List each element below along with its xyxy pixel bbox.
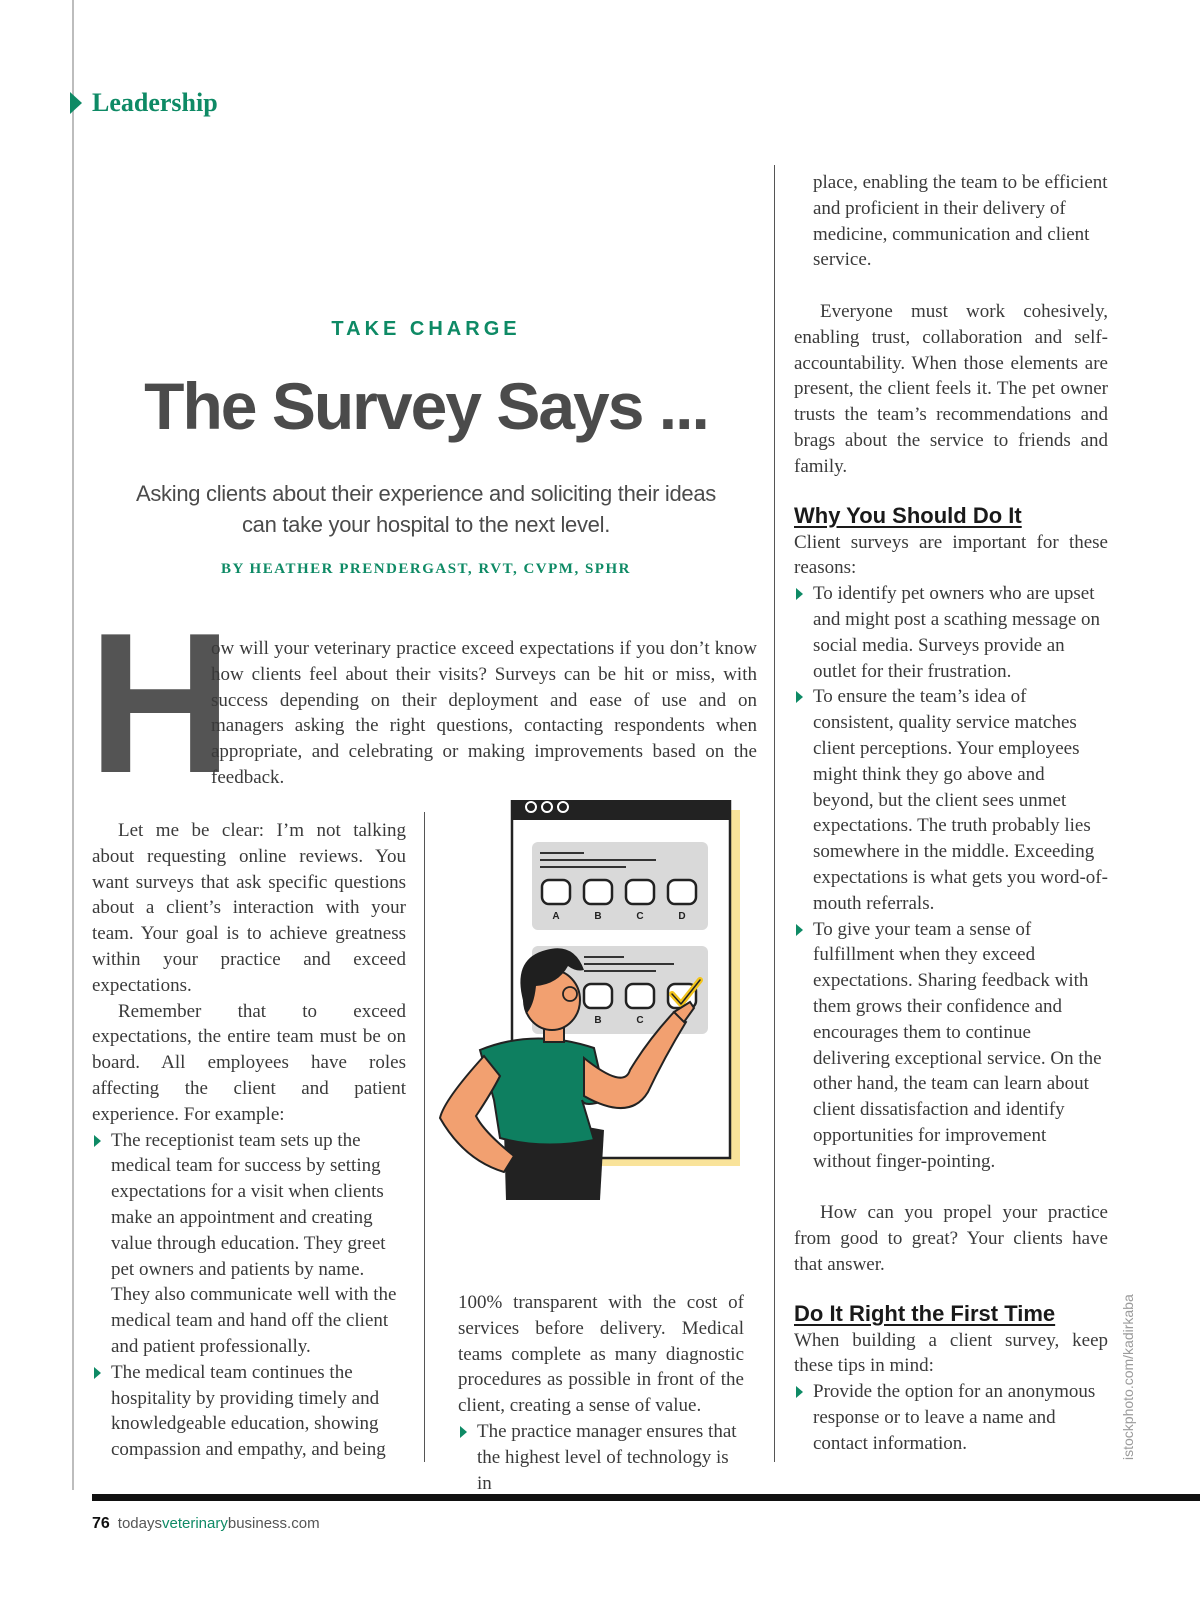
list-item: The receptionist team sets up the medical team for success by setting expectations for a visit when clients make an appointment and creating value through education. They greet pet owners and patients by name. They also communicate well with the medical team and hand off the client and patient professionally. <box>92 1128 406 1360</box>
drop-cap: H <box>88 592 233 815</box>
deck: Asking clients about their experience and soliciting their ideas can take your hospital to the next level. <box>135 481 717 537</box>
column-rule-1 <box>424 812 425 1462</box>
list-item: To identify pet owners who are upset and might post a scathing message on social media. Surveys provide an outlet for their frustration. <box>794 581 1108 684</box>
section-label <box>70 88 218 118</box>
column-1 <box>92 818 406 1463</box>
paragraph: place, enabling the team to be efficient and proficient in their delivery of medicine, communication and client service. <box>813 172 1108 271</box>
option-box-icon <box>584 880 612 904</box>
paragraph: 100% transparent with the cost of services before delivery. Medical teams complete as many diagnostic procedures as possible in front of the client, creating a sense of value. <box>458 1292 744 1417</box>
section-label-text: Leadership <box>92 88 218 117</box>
bullet-list <box>794 1379 1108 1456</box>
kicker: TAKE CHARGE <box>331 318 521 340</box>
photo-credit: istockphoto.com/kadirkaba <box>1120 1294 1136 1460</box>
headline: The Survey Says ... <box>144 369 708 443</box>
option-label: D <box>678 911 686 922</box>
paragraph: How can you propel your practice from good to great? Your clients have that answer. <box>794 1202 1108 1275</box>
option-box-icon <box>584 984 612 1008</box>
option-box-icon <box>626 984 654 1008</box>
subheading-do-it-right: Do It Right the First Time <box>794 1300 1056 1326</box>
column-3 <box>794 170 1108 1457</box>
column-2 <box>458 1290 744 1496</box>
list-item: The medical team continues the hospitality by providing timely and knowledgeable education, showing compassion and empathy, and being <box>92 1360 406 1463</box>
option-label: C <box>636 1015 644 1026</box>
option-box-icon <box>626 880 654 904</box>
bullet-list <box>794 581 1108 1174</box>
bullet-list <box>92 1128 406 1463</box>
list-item: Provide the option for an anonymous response or to leave a name and contact information. <box>794 1379 1108 1456</box>
site-url-highlight: veterinary <box>162 1515 228 1532</box>
option-box-icon <box>668 880 696 904</box>
left-margin-rule <box>72 0 74 1490</box>
option-label: A <box>552 911 560 922</box>
list-item: The practice manager ensures that the highest level of technology is in <box>458 1419 744 1496</box>
page-footer <box>92 1515 320 1533</box>
bullet-list <box>458 1419 744 1496</box>
survey-illustration <box>434 800 764 1240</box>
paragraph: Everyone must work cohesively, enabling trust, collaboration and self-accountability. When those elements are present, the client feels it. The pet owner trusts the team’s recommendations and brags about the service to friends and family. <box>794 300 1108 477</box>
site-url-part: business.com <box>227 1515 320 1532</box>
site-url-part: todays <box>117 1515 162 1532</box>
option-box-icon <box>542 880 570 904</box>
paragraph: Remember that to exceed expectations, the entire team must be on board. All employees have roles affecting the client and patient experience. For example: <box>92 1000 406 1125</box>
list-item: To ensure the team’s idea of consistent, quality service matches client perceptions. Your employees might think they go above and beyond, but the client sees unmet expectations. The truth probably lies somewhere in the middle. Exceeding expectations is what gets you word-of-mouth referrals. <box>794 684 1108 916</box>
paragraph: Client surveys are important for these reasons: <box>794 531 1108 579</box>
option-label: B <box>594 1015 602 1026</box>
lead-paragraph: ow will your veterinary practice exceed expectations if you don’t know how clients feel about their visits? Surveys can be hit or miss, with success depending on their deployment and ease of use and on managers asking the right questions, contacting respondents when appropriate, and celebrating or making improvements based on the feedback. <box>211 638 757 788</box>
byline: BY HEATHER PRENDERGAST, RVT, CVPM, SPHR <box>221 561 631 577</box>
footer-rule <box>92 1494 1200 1501</box>
paragraph: When building a client survey, keep these tips in mind: <box>794 1329 1108 1377</box>
column-rule-2 <box>774 165 775 1462</box>
option-label: C <box>636 911 644 922</box>
triangle-marker-icon <box>70 92 82 114</box>
list-item: To give your team a sense of fulfillment when they exceed expectations. Sharing feedback with them grows their confidence and encourages them to continue delivering exceptional service. On the other hand, the team can learn about client dissatisfaction and identify opportunities for improvement without finger-pointing. <box>794 917 1108 1175</box>
paragraph: Let me be clear: I’m not talking about requesting online reviews. You want surveys that ask specific questions about a client’s interaction with your team. Your goal is to achieve greatness within your practice and exceed expectations. <box>92 820 406 996</box>
option-label: B <box>594 911 602 922</box>
page-number: 76 <box>92 1515 110 1532</box>
subheading-why: Why You Should Do It <box>794 502 1022 528</box>
